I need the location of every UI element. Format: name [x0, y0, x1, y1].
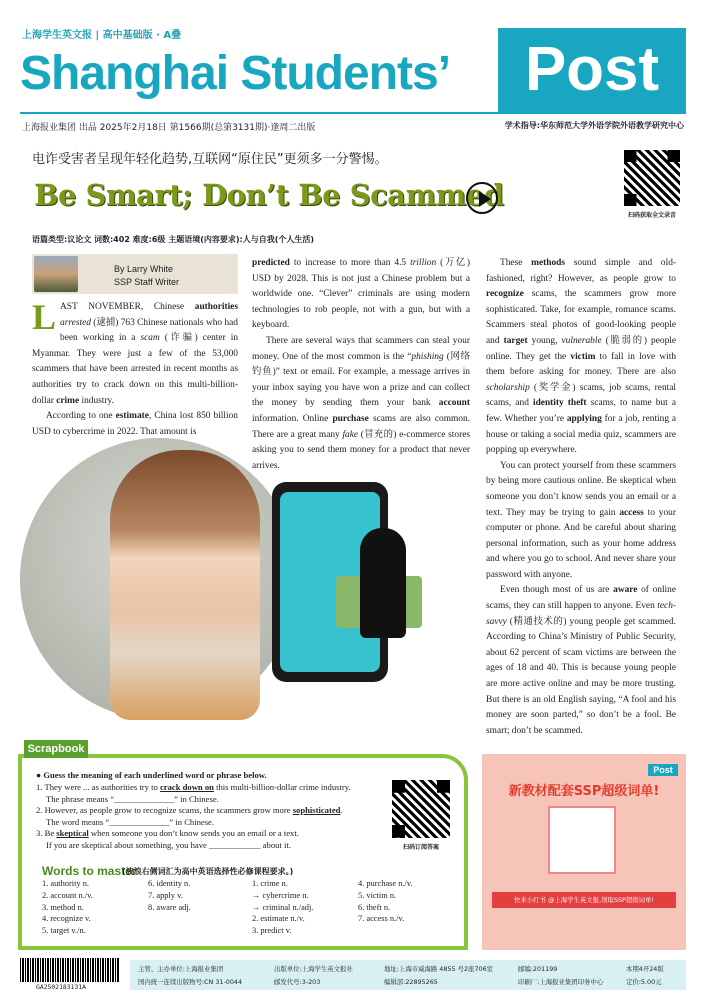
underlined-phrase: crack down on	[159, 782, 214, 792]
text: (奖学金) scams, job scams, rental scams, and	[486, 382, 676, 409]
keyword: victim	[570, 351, 596, 362]
vocab-item: 5. victim n.	[358, 890, 397, 900]
vocab-item: 7. apply v.	[148, 890, 183, 900]
vocab-item: → cybercrime n.	[252, 890, 309, 900]
qr-caption-answers: 扫码订阅答案	[402, 844, 439, 851]
footer-address: 地址:上海市威海路 4855 号2座706室	[384, 965, 494, 973]
text: industry.	[81, 395, 114, 406]
advert-banner: 快来小红书 @上海学生英文报,领取SSP超级词单!	[492, 892, 676, 908]
keyword: crime	[56, 395, 80, 406]
question-1	[36, 782, 366, 794]
vocab-item: 1. crime n.	[252, 879, 288, 888]
gloss-word: vulnerable	[561, 335, 602, 346]
article-column-1	[32, 297, 239, 440]
footer-publisher: 出版单位:上海学生英文报社	[274, 965, 353, 973]
paragraph-5	[486, 459, 676, 584]
text: (精通技术的) young people get scammed. According to China’s Ministry of Public Security, about 62 percent of scam victims are between the ages of 18 and 40. This is because young people are more active online and may be more trusting. But there is an old English saying, “A fool and his money are soon parted,” so don’t be a fool. Be smart; don’t be scammed.	[486, 616, 676, 736]
text: scams, the scammers grow more sophisticated. Take, for example, romance scams. Scammers steal photos of good-looking people and	[486, 289, 676, 346]
keyword: recognize	[486, 289, 524, 300]
text: 1. They were ... as authorities try to	[36, 782, 158, 792]
keyword: purchase	[332, 413, 369, 424]
vocab-item: 5. target v./n.	[42, 926, 86, 936]
text: sound simple and old-fashioned, right? However, as people grow to	[486, 258, 677, 284]
vocab-item: 8. aware adj.	[148, 902, 191, 912]
text: when someone you don’t know sends you an email or a text.	[90, 828, 299, 839]
academic-guidance: 学术指导:华东师范大学外语学院外语教学研究中心	[504, 121, 684, 130]
keyword: applying	[566, 413, 602, 424]
keyword: access	[619, 507, 644, 518]
question-3-prompt: If you are skeptical about something, you have ____________ about it.	[46, 839, 291, 850]
underlined-phrase: skeptical	[56, 828, 89, 839]
play-icon[interactable]	[466, 182, 498, 214]
text: scams, to name but a few. Whether you’re	[486, 398, 676, 424]
text: information. Online	[252, 413, 329, 424]
text: AST NOVEMBER, Chinese	[60, 302, 185, 312]
footer-price: 定价:5.00元	[626, 978, 662, 986]
guess-questions	[36, 782, 366, 852]
vocab-item: 7. access n./v.	[358, 914, 405, 924]
footer-cn: 国内统一连续出版物号:CN 31-0044	[138, 978, 243, 986]
vocab-item: 4. purchase n./v.	[358, 879, 413, 888]
paragraph-4	[486, 256, 676, 459]
brand-post-box: Post	[498, 28, 686, 112]
advert-qr-code[interactable]	[548, 806, 616, 874]
paragraph-1	[32, 297, 239, 409]
question-1-prompt: The phrase means “______________” in Chinese.	[46, 793, 219, 804]
keyword: methods	[531, 258, 565, 268]
text: (冒充的) e-commerce stores asking you to send them money for a product that never arrives.	[252, 429, 471, 471]
words-to-master-title: Words to master	[42, 864, 137, 878]
guess-title: ● Guess the meaning of each underlined word or phrase below.	[36, 770, 267, 780]
advert-post-logo: Post	[648, 764, 678, 776]
footer-postal-code: 邮发代号:3-203	[274, 978, 321, 986]
gloss-word: arrested	[60, 317, 91, 328]
article-column-2	[252, 256, 470, 474]
underlined-phrase: sophisticated	[292, 805, 341, 816]
drop-cap: L	[32, 297, 57, 337]
text: (逮捕) 763 Chinese nationals who had been working in a	[60, 317, 238, 344]
paragraph-6	[486, 583, 676, 739]
gloss-word: tech-savvy	[486, 601, 677, 627]
footer-pages: 本期4开24版	[626, 965, 664, 973]
qr-code-audio[interactable]	[624, 150, 680, 206]
illustration-girl	[110, 450, 260, 720]
paragraph-3	[252, 334, 470, 474]
vocab-column-4	[358, 878, 413, 925]
vocab-item: 3. predict v.	[252, 926, 292, 936]
qr-code-answers[interactable]	[392, 780, 450, 838]
text: (脆弱的) people online. They get the	[486, 335, 677, 362]
text: for a job, renting a house or taking a social media quiz, scammers are popping up everywhere.	[486, 413, 677, 456]
vocab-item: 6. theft n.	[358, 902, 391, 912]
text: , China lost 850 billion USD to cybercrime in 2022. That amount is	[32, 411, 238, 437]
vocab-item: → criminal n./adj.	[252, 902, 314, 912]
gloss-word: fake	[342, 429, 359, 440]
question-2-prompt: The word means “______________” in Chinese.	[46, 816, 215, 827]
byline-author: By Larry White	[114, 264, 174, 274]
text: 2. However, as people grow to recognize scams, the scammers grow more	[36, 805, 291, 816]
qr-caption-audio: 扫码获取全文录音	[627, 212, 676, 219]
text: (万亿) USD by 2028. This is not just a Chinese problem but a worldwide one. “Clever” criminals are using modern technologies to rob people, not with a gun, but with a keyboard.	[252, 258, 471, 331]
text: 3. Be	[36, 828, 55, 839]
keyword: identity theft	[532, 398, 587, 409]
vocab-item: 2. account n./v.	[42, 890, 93, 900]
question-3	[36, 828, 366, 840]
text: to fall in love with them before asking for money. There are also	[486, 351, 677, 378]
article-meta: 语篇类型:议论文 词数:402 难度:6级 主题语境(内容要求):人与自我(个人生活)	[32, 235, 315, 244]
byline-role: SSP Staff Writer	[114, 277, 180, 287]
gloss-word: trillion	[410, 258, 437, 268]
advert-title: 新教材配套SSP超级词单!	[508, 784, 660, 799]
words-to-master-note: (波浪右侧词汇为高中英语选择性必修课程要求。)	[122, 867, 294, 876]
vocab-column-1	[42, 878, 93, 937]
vocab-item: 4. recognize v.	[42, 914, 91, 924]
text: of online scams, they can still happen to anyone. Even	[486, 585, 677, 612]
paragraph-2	[32, 409, 238, 440]
barcode	[20, 958, 120, 982]
footer-printer: 印刷厂:上海报业集团印务中心	[518, 978, 604, 986]
text: young,	[531, 335, 558, 346]
gloss-word: phishing	[411, 351, 444, 362]
text: Even though most of us are	[500, 585, 610, 596]
vocab-item: 1. authority n.	[42, 879, 89, 888]
vocab-column-2	[148, 878, 191, 913]
question-2: 2. However, as people grow to recognize scams, the scammers grow more sophisticated.	[36, 805, 343, 816]
illustration-thief	[360, 528, 406, 638]
keyword: target	[503, 335, 528, 346]
text: to increase to more than 4.5	[293, 258, 407, 268]
keyword: aware	[613, 585, 638, 596]
text: to your computer or phone. And be careful about sharing personal information, such as your home address and where you go to school. And never share your password with anyone.	[486, 507, 676, 580]
keyword: authorities	[194, 302, 238, 312]
gloss-word: scholarship	[486, 382, 530, 393]
masthead-rule	[20, 112, 686, 114]
text: You can protect yourself from these scammers by being more cautious online. Be skeptical when someone you don’t know sends you an email or a text. They may be trying to gain	[486, 460, 676, 518]
vocab-item: 2. estimate n./v.	[252, 914, 305, 924]
keyword: estimate	[115, 411, 149, 422]
vocab-column-3	[252, 878, 313, 937]
article-column-3	[486, 256, 676, 739]
gloss-word: scam	[140, 333, 160, 344]
text: There are several ways that scammers can steal your money. One of the most common is the “	[252, 335, 470, 362]
text: (诈骗) center in Myanmar. They were just a few of the 53,000 scammers that have been arrested in recent months as authorities try to crack down on this multi-billion-dollar	[32, 333, 239, 406]
text: this multi-billion-dollar crime industry.	[216, 782, 351, 792]
footer-zip: 邮编:201199	[518, 965, 558, 973]
keyword: account	[438, 398, 470, 409]
text: According to one	[46, 411, 113, 422]
avatar	[34, 256, 78, 292]
vocab-item: 6. identity n.	[148, 879, 191, 888]
footer-editorial: 编辑部:22895265	[384, 978, 438, 986]
footer-sponsor: 主管、主办单位:上海报业集团	[138, 965, 224, 973]
edition-label: 上海学生英文报 | 高中基础版 · A叠	[22, 30, 182, 41]
article-headline: Be Smart; Don’t Be Scammed	[34, 178, 504, 212]
vocab-item: 3. method n.	[42, 902, 84, 912]
text: (网络钓鱼)” text or email. For example, a message arrives in your inbox saying you have won a prize and can collect the money by sending them your bank	[252, 351, 471, 409]
text: scams are also common. There are a great many	[252, 413, 471, 440]
summary-line: 电诈受害者呈现年轻化趋势,互联网“原住民”更须多一分警惕。	[32, 152, 388, 167]
barcode-number: GA2502183131A	[36, 983, 87, 991]
publication-info: 上海报业集团 出品 2025年2月18日 第1566期(总第3131期)·逢周二出版	[22, 123, 316, 133]
text: These	[500, 258, 523, 268]
brand-title: Shanghai Students’	[20, 47, 451, 100]
paragraph-2-cont	[252, 256, 470, 334]
scrapbook-tag: Scrapbook	[24, 740, 88, 758]
keyword: predicted	[252, 258, 290, 268]
